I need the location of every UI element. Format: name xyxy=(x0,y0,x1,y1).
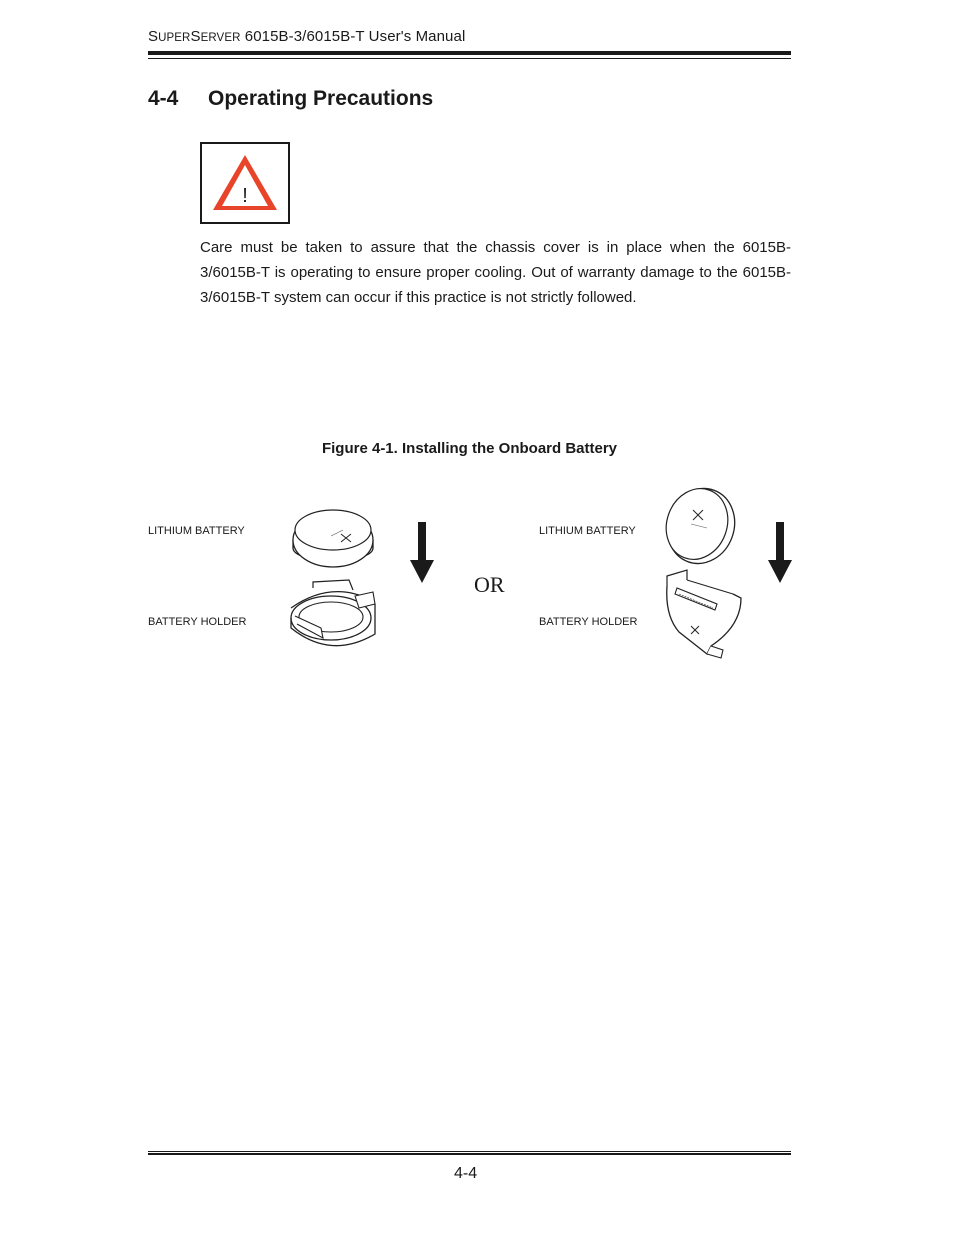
warning-exclamation: ! xyxy=(242,185,248,207)
figure-caption: Figure 4-1. Installing the Onboard Battery xyxy=(321,440,618,457)
section-number: 4-4 xyxy=(148,87,179,110)
brand-initial-s1: S xyxy=(148,28,159,45)
brand-initial-s2: S xyxy=(190,28,201,45)
right-lithium-battery-label: LITHIUM BATTERY xyxy=(539,525,636,537)
left-lithium-battery-label: LITHIUM BATTERY xyxy=(148,525,245,537)
header-rule-thin xyxy=(148,58,791,59)
brand-server: ERVER xyxy=(200,32,241,44)
footer-rule xyxy=(148,1153,791,1155)
left-down-arrow-icon xyxy=(409,522,435,584)
brand-super: UPER xyxy=(158,32,191,44)
section-heading xyxy=(148,87,433,111)
coin-battery-icon xyxy=(293,510,373,567)
or-separator: OR xyxy=(474,572,505,597)
section-title: Operating Precautions xyxy=(208,87,434,110)
warning-box xyxy=(200,142,290,224)
right-battery-holder-label: BATTERY HOLDER xyxy=(539,616,638,628)
header-rule xyxy=(148,51,791,55)
manual-title: 6015B-3/6015B-T User's Manual xyxy=(240,28,466,45)
coin-holder-icon xyxy=(667,570,741,658)
left-battery-holder-label: BATTERY HOLDER xyxy=(148,616,247,628)
coin-battery-icon xyxy=(656,486,745,573)
right-battery-illustration xyxy=(655,486,755,662)
caution-paragraph: Care must be taken to assure that the chassis cover is in place when the 6015B-3/6015B-T is operating to ensure proper cooling. Out of warranty damage to the 6015B-3/6015B-T system can occur if this practice is not strictly followed. xyxy=(200,239,791,306)
running-header xyxy=(148,28,465,45)
coin-holder-icon xyxy=(291,580,375,646)
page-number: 4-4 xyxy=(454,1165,478,1182)
footer-rule-thin xyxy=(148,1151,791,1152)
right-down-arrow-icon xyxy=(767,522,793,584)
left-battery-illustration xyxy=(283,500,393,665)
warning-triangle-icon xyxy=(211,152,279,214)
